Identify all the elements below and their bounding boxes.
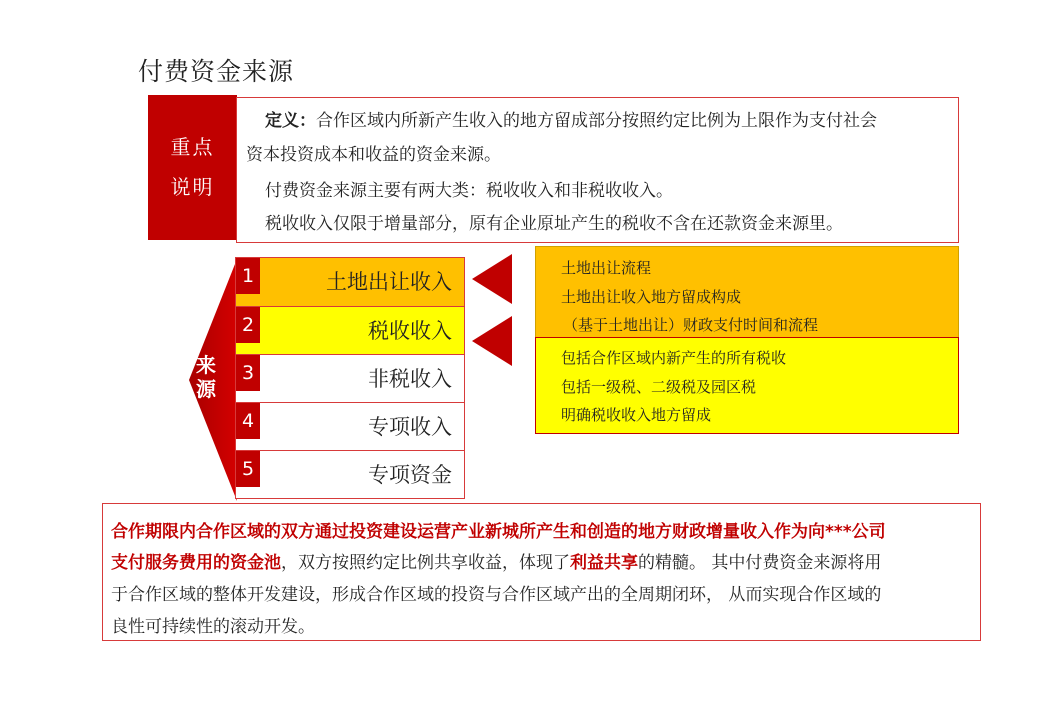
land-detail-box [535,246,959,338]
pointer-triangle-land [472,254,512,304]
summary-line-2 [111,548,881,573]
summary-text-end: 的精髓。 其中付费资金来源将用 [638,553,882,573]
key-points-tab [148,95,237,240]
summary-highlight-pool: 支付服务费用的资金池 [111,553,281,573]
summary-text-mid: ，双方按照约定比例共享收益，体现了 [281,553,570,573]
page-title: 付费资金来源 [138,57,295,86]
tax-detail-box [535,337,959,434]
tax-detail-line: 包括合作区域内新产生的所有税收 [561,349,787,367]
land-detail-line: 土地出让收入地方留成构成 [561,288,742,306]
land-detail-line: 土地出让流程 [561,259,652,277]
summary-line-3: 于合作区域的整体开发建设，形成合作区域的投资与合作区域产出的全周期闭环， 从而实现合作区域的 [111,585,882,605]
source-item-label: 专项收入 [368,415,452,439]
source-item-label: 专项资金 [368,463,452,487]
source-label-char-2: 源 [196,377,216,401]
source-item-tax [236,306,464,354]
source-item-number: 5 [236,451,260,487]
definition-line [265,106,877,131]
source-item-number: 2 [236,307,260,343]
key-points-tab-line2: 说明 [170,175,215,199]
summary-line-1: 合作期限内合作区域的双方通过投资建设运营产业新城所产生和创造的地方财政增量收入作为向***公司 [111,522,886,542]
summary-highlight-share: 利益共享 [570,553,638,573]
source-item-number: 4 [236,403,260,439]
source-item-special-fund [236,450,464,498]
source-label-char-1: 来 [196,353,216,377]
key-points-tab-line1: 重点 [170,135,215,159]
source-item-land [236,258,464,306]
key-point-tax-note: 税收收入仅限于增量部分，原有企业原址产生的税收不含在还款资金来源里。 [265,214,843,234]
source-item-special-income [236,402,464,450]
summary-box [102,503,981,641]
tax-detail-line: 包括一级税、二级税及园区税 [561,378,757,396]
key-point-categories: 付费资金来源主要有两大类：税收收入和非税收收入。 [265,181,673,201]
land-detail-line: （基于土地出让）财政支付时间和流程 [563,316,819,334]
source-item-label: 税收收入 [368,319,452,343]
definition-label: 定义： [265,111,316,131]
source-item-number: 1 [236,258,260,294]
tax-detail-line: 明确税收收入地方留成 [561,406,712,424]
source-item-number: 3 [236,355,260,391]
source-label [192,353,220,401]
definition-text-1: 合作区域内所新产生收入的地方留成部分按照约定比例为上限作为支付社会 [316,111,877,131]
key-points-box [236,97,959,243]
pointer-triangle-tax [472,316,512,366]
summary-line-4: 良性可持续性的滚动开发。 [111,617,315,637]
definition-text-2: 资本投资成本和收益的资金来源。 [246,145,501,165]
source-item-label: 非税收入 [368,367,452,391]
source-list [235,257,465,499]
source-item-non-tax [236,354,464,402]
source-item-label: 土地出让收入 [326,270,452,294]
